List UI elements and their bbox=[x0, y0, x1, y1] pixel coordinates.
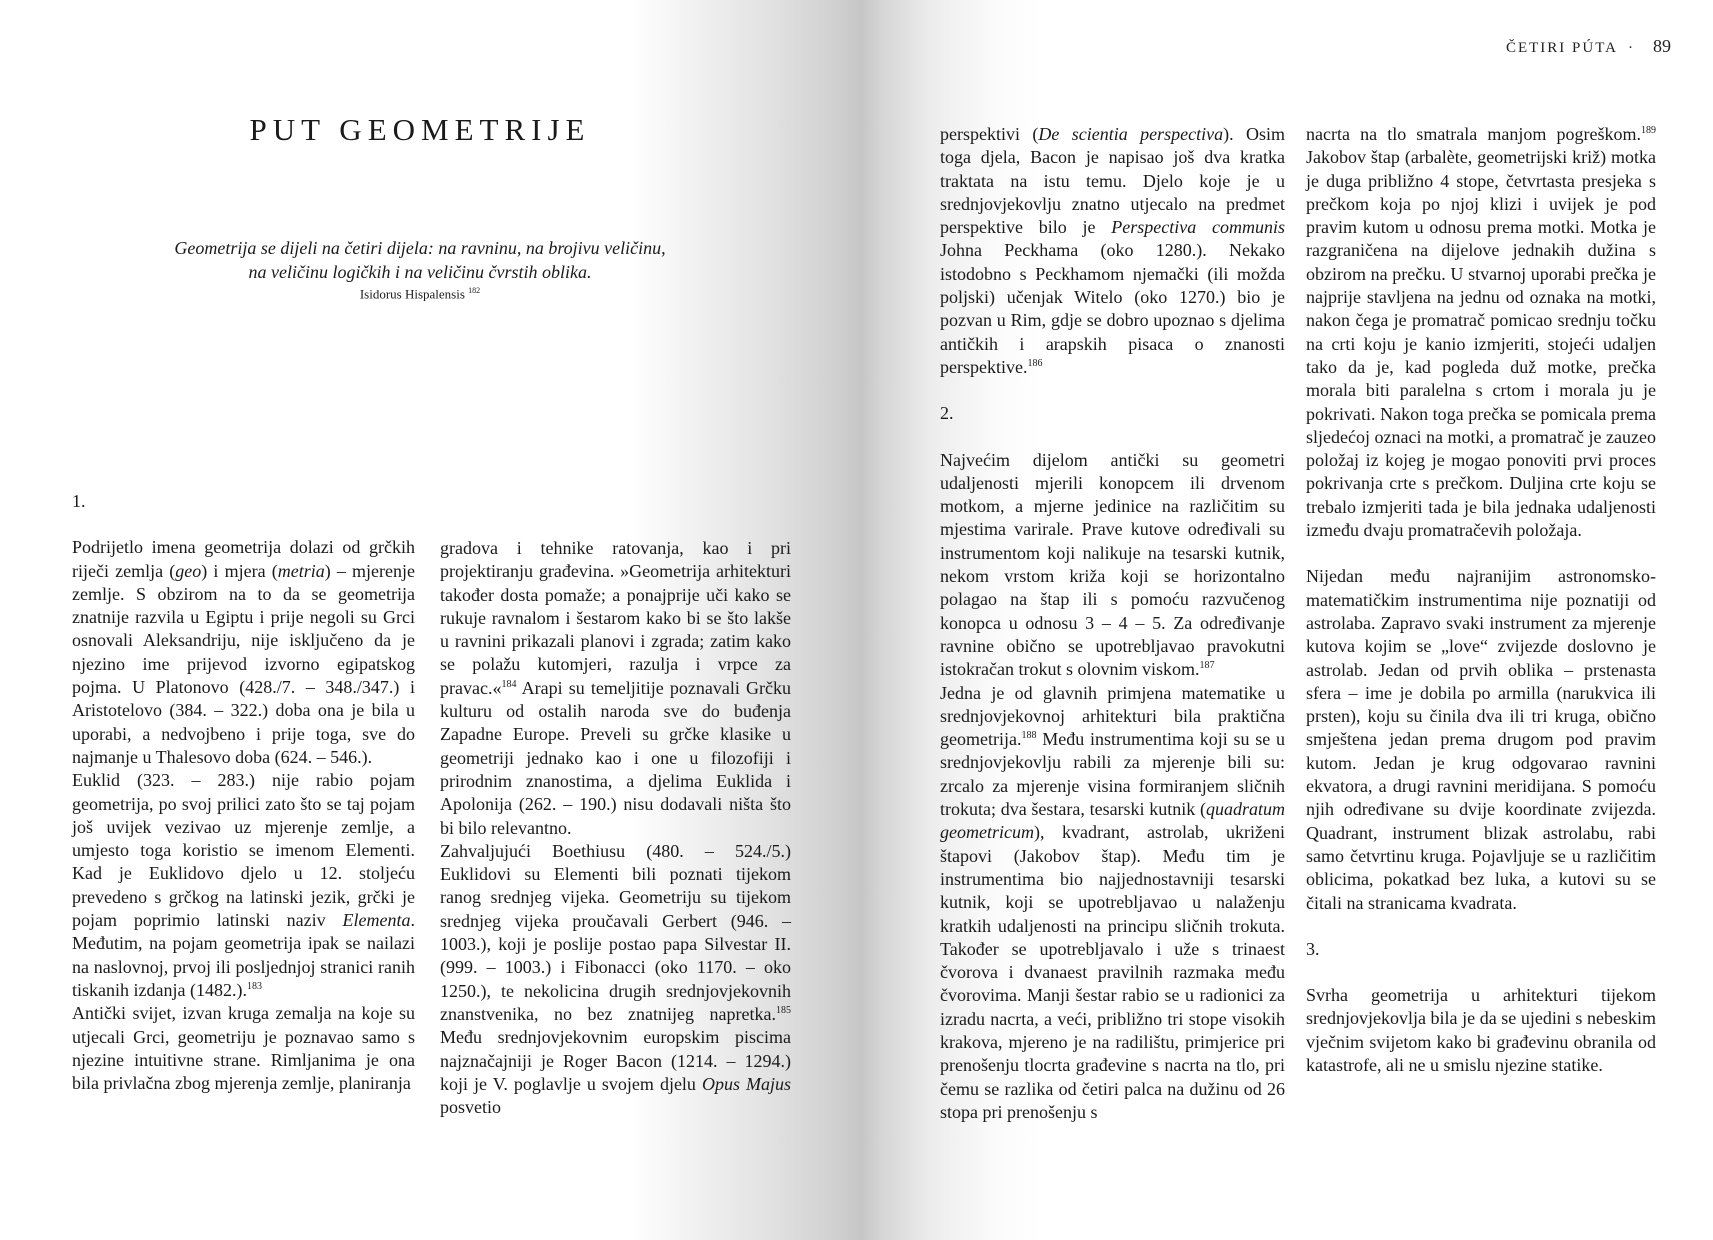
footnote-ref: 184 bbox=[501, 678, 517, 690]
paragraph: Antički svijet, izvan kruga zemalja na koje su utjecali Grci, geometriju je poznavao samo s njezine intuitivne strane. Rimljanima je ona bila privlačna zbog mjerenja zemlje, planiranja bbox=[72, 1003, 415, 1094]
paragraph: Svrha geometrija u arhitekturi tijekom srednjovjekovlja bila je da se ujedini s nebeskim vječnim svijetom kako bi građevinu obranila od katastrofe, ali ne u smislu njezine statike. bbox=[1306, 985, 1656, 1075]
text-run: Među instrumentima koji su se u srednjovjekovlju rabili za mjerenje bili su: zrcalo za mjerenje visina formiranjem sličnih trokuta; dva šestara, tesarski kutnik ( bbox=[940, 729, 1285, 820]
paragraph bbox=[440, 537, 791, 840]
section-number: 1. bbox=[72, 491, 86, 511]
footnote-ref: 187 bbox=[1199, 660, 1215, 672]
epigraph-line-1: Geometrija se dijeli na četiri dijela: na ravninu, na brojivu veličinu, bbox=[174, 238, 666, 258]
section-number: 2. bbox=[940, 403, 954, 424]
epigraph-line-2: na veličinu logičkih i na veličinu čvrstih oblika. bbox=[248, 262, 592, 282]
term-elementa: Elementa bbox=[342, 910, 411, 931]
page-number: 89 bbox=[1653, 36, 1671, 56]
epigraph-author bbox=[150, 286, 690, 302]
text-run: posvetio bbox=[440, 1097, 501, 1118]
text-run: Johna Peckhama (oko 1280.). Nekako istodobno s Peckhamom njemački (ili možda poljski) učenjak Witelo (oko 1270.) bio je pozvan u Rim, gdje se dobro upoznao s djelima antičkih i arapskih pisaca o znanosti perspektive. bbox=[940, 240, 1285, 377]
footnote-ref: 183 bbox=[246, 980, 262, 992]
paragraph bbox=[440, 840, 791, 1120]
text-run: ) – mjerenje zemlje. S obzirom na to da se geometrija znatnije razvila u Egiptu i prije negoli su Grci osnovali Aleksandriju, nije isključeno da je njezino ime prijevod izvorno egipatskog pojma. U Platonovo (428./7. – 348./347.) i Aristotelovo (384. – 322.) doba ona je bila u uporabi, a nedvojbeno i prije toga, sve do najmanje u Thalesovo doba (624. – 546.). bbox=[72, 560, 415, 767]
paragraph bbox=[940, 123, 1285, 379]
term-geo: geo bbox=[175, 560, 202, 581]
epigraph-quote bbox=[150, 236, 690, 284]
header-separator: · bbox=[1628, 40, 1635, 56]
text-run: perspektivi ( bbox=[940, 124, 1039, 144]
text-run: Najvećim dijelom antički su geometri udaljenosti mjerili konopcem ili drvenom motkom, a mjerne jedinice na različitim su mjestima varirale. Prave kutove određivali su instrumentom koji nalikuje na tesarski kutnik, nekom vrstom križa koji se horizontalno polagao na štap ili s pomoću razvučenog konopca u odnosu 3 – 4 – 5. Za određivanje ravnine obično se upotrebljavao pravokutni istokračan trokut s olovnim viskom. bbox=[940, 449, 1285, 680]
text-run: Podrijetlo imena geometrija dolazi od grčkih riječi zemlja ( bbox=[72, 537, 415, 581]
paragraph bbox=[72, 536, 415, 769]
title-de-scientia: De scientia perspectiva bbox=[1038, 124, 1224, 144]
text-column-2 bbox=[440, 537, 791, 1119]
text-run: Euklid (323. – 283.) nije rabio pojam geometrija, po svoj prilici zato što se taj pojam još uvijek vezivao uz mjerenje zemlje, a umjesto toga koristio se imenom Elementi. Kad je Euklidovo djelo u 12. stoljeću prevedeno s grčkog na latinski jezik, grčki je pojam poprimio latinski naziv bbox=[72, 770, 415, 931]
paragraph: Nijedan među najranijim astronomsko-matematičkim instrumentima nije poznatiji od astrolaba. Zapravo svaki instrument za mjerenje kutova kojim se „love“ zvijezde doslovno je astrolab. Jedan od prvih oblika – prstenasta sfera – ime je dobila po armilla (narukvica ili prsten), koju su činila dva ili tri kruga, obično smještena jedan prema drugom pod pravim kutom. Jedan je krug odgovarao ravnini ekvatora, a drugi ravnini meridijana. S pomoću njih određivane su dvije koordinate zvijezda. Quadrant, instrument blizak astrolabu, rabi samo četvrtinu kruga. Pojavljuje se u različitim oblicima, pokatkad bez luka, a kutovi su se čitali na stranicama kvadrata. bbox=[1306, 566, 1656, 913]
term-quadratum: quadratum geometricum bbox=[940, 799, 1285, 843]
footnote-ref: 186 bbox=[1027, 357, 1043, 369]
text-run: . Međutim, na pojam geometrija ipak se nailazi na naslovnoj, prvoj ili posljednjoj stranici ranih tiskanih izdanja (1482.). bbox=[72, 910, 415, 1000]
section-number: 3. bbox=[1306, 938, 1320, 959]
footnote-ref: 189 bbox=[1641, 125, 1656, 136]
text-run: ), kvadrant, astrolab, ukriženi štapovi (Jakobov štap). Među tim je instrumentima bio najjednostavniji tesarski kutnik, koji se upotrebljavao u nalaženju kratkih udaljenosti na principu sličnih trokuta. Također se upotrebljavalo i uže s trinaest čvorova i dvanaest pravilnih razmaka među čvorovima. Manji šestar rabio se u radionici za izradu nacrta, a veći, približno tri stope visokih krakova, mjereno je na radilištu, primjerice pri prenošenju tlocrta građevine s nacrta na tlo, pri čemu se razlika od četiri palca na dužinu od 26 stopa pri prenošenju s bbox=[940, 822, 1285, 1122]
term-metria: metria bbox=[277, 560, 325, 581]
text-column-1 bbox=[72, 490, 415, 1095]
text-run: Među srednjovjekovnim europskim piscima najznačajniji je Roger Bacon (1214. – 1294.) koji je V. poglavlje u svojem djelu bbox=[440, 1027, 791, 1094]
title-opus-majus: Opus Majus bbox=[701, 1073, 791, 1094]
chapter-title: PUT GEOMETRIJE bbox=[249, 112, 591, 147]
title-perspectiva: Perspectiva communis bbox=[1111, 217, 1285, 238]
text-column-4 bbox=[1306, 123, 1656, 1077]
text-run: ). Osim toga djela, Bacon je napisao još dva kratka traktata na istu temu. Djelo koje je u srednjovjekovlju znatno utjecalo na predmet perspektive bilo je bbox=[940, 124, 1285, 238]
footnote-ref: 185 bbox=[776, 1004, 791, 1016]
text-run: gradova i tehnike ratovanja, kao i pri projektiranju građevina. »Geometrija arhitekturi također dosta pomaže; a ponajprije uči kako se rukuje ravnalom i šestarom kako bi se što lakše u ravnini prikazali planovi i zgrada; zatim kako se polažu kutomjeri, razulja i vrpce za pravac.« bbox=[440, 538, 791, 698]
text-run: Arapi su temeljitije poznavali Grčku kulturu od ostalih naroda sve do buđenja Zapadne Europe. Preveli su grčke klasike u geometriji jednako kao i one u filozofiji i prirodnim znanostima, a djelima Euklida i Apolonija (262. – 190.) nisu dodavali ništa što bi bilo relevantno. bbox=[440, 677, 791, 838]
epigraph-author-name: Isidorus Hispalensis bbox=[359, 286, 465, 302]
paragraph bbox=[940, 682, 1285, 1125]
text-run: Jakobov štap (arbalète, geometrijski križ) motka je duga približno 4 stope, četvrtasta presjeka s prečkom koja po njoj klizi i uvijek je pod pravim kutom u odnosu prema motki. Motka je razgraničena na dijelove jednakih dužina s obzirom na prečku. U stvarnoj uporabi prečka je najprije stavljena na jednu od oznaka na motki, nakon čega je promatrač pomicao srednju točku na crti koju je kanio izmjeriti, stojeći udaljen tako da je, kad pogleda duž motke, prečka morala biti paralelna s crtom i morala ju je pokrivati. Nakon toga prečka se pomicala prema sljedećoj oznaci na motki, a promatrač je zauzeo položaj iz kojeg je mogao ponoviti prvi proces pokrivanja crte s prečkom. Duljina crte koju se trebalo izmjeriti tada je bila jednaka udaljenosti između dvaju promatračevih položaja. bbox=[1306, 147, 1656, 541]
epigraph bbox=[150, 236, 690, 302]
paragraph bbox=[1306, 123, 1656, 542]
running-title: ČETIRI PÚTA bbox=[1505, 40, 1618, 56]
footnote-ref: 188 bbox=[1021, 730, 1037, 742]
text-run: Jedna je od glavnih primjena matematike u srednjovjekovnoj arhitekturi bila praktična geometrija. bbox=[940, 682, 1285, 750]
text-run: ) i mjera ( bbox=[201, 560, 278, 581]
paragraph bbox=[72, 769, 415, 1002]
footnote-ref: 182 bbox=[468, 286, 481, 295]
paragraph bbox=[940, 449, 1285, 682]
text-run: nacrta na tlo smatrala manjom pogreškom. bbox=[1306, 124, 1641, 144]
running-header bbox=[1506, 36, 1671, 57]
text-column-3 bbox=[940, 123, 1285, 1124]
text-run: Zahvaljujući Boethiusu (480. – 524./5.) Euklidovi su Elementi bili poznati tijekom ranog srednjeg vijeka. Geometriju su tijekom srednjeg vijeka proučavali Gerbert (946. – 1003.), koji je poslije postao papa Silvestar II. (999. – 1003.) i Fibonacci (oko 1170. – oko 1250.), te nekolicina drugih srednjovjekovnih znanstvenika, no bez znatnijeg napretka. bbox=[440, 840, 791, 1024]
